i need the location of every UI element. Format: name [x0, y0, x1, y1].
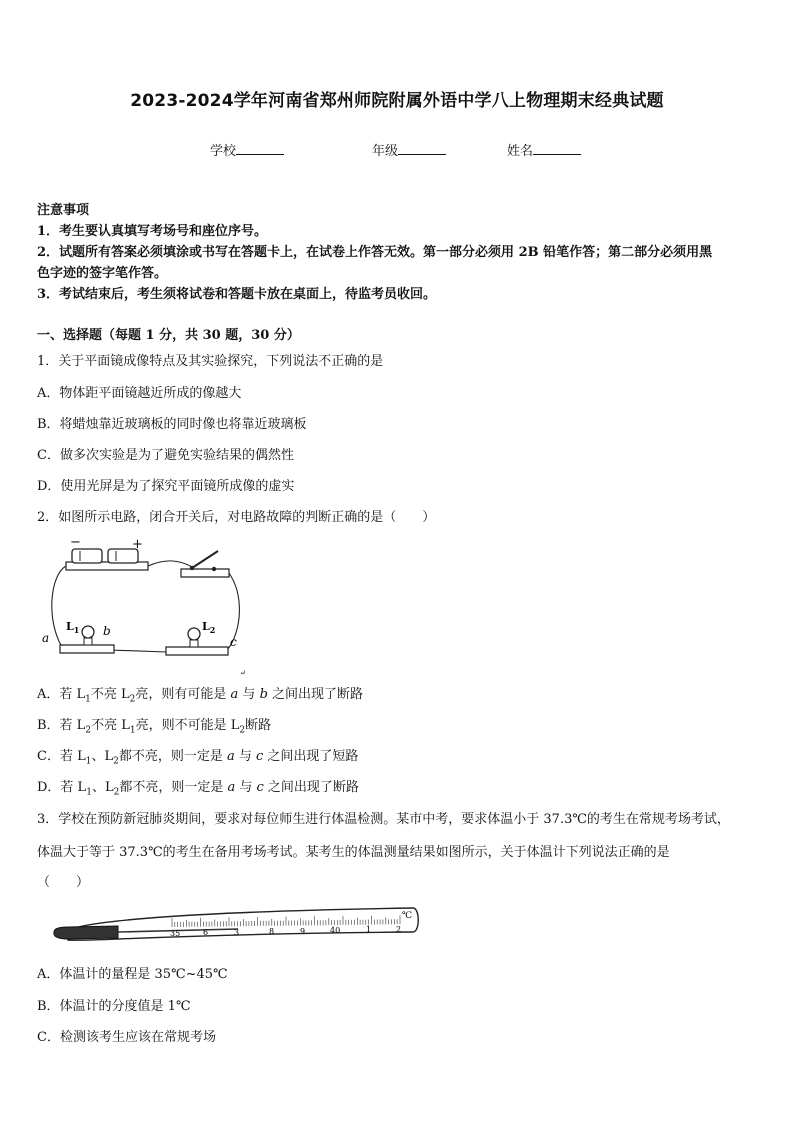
name-field[interactable]	[507, 140, 581, 159]
scale-label: 1	[366, 925, 372, 934]
grade-label: 年级	[372, 144, 399, 159]
question-stem: 1．关于平面镜成像特点及其实验探究，下列说法不正确的是	[37, 354, 384, 369]
wire	[52, 566, 66, 647]
school-blank[interactable]	[236, 142, 284, 155]
answer-option[interactable]: A．物体距平面镜越近所成的像越大	[37, 386, 242, 401]
wire	[110, 650, 166, 652]
switch-lever	[192, 551, 218, 568]
note-item: 色字迹的签字笔作答。	[37, 266, 168, 281]
answer-option[interactable]: D．使用光屏是为了探究平面镜所成像的虚实	[37, 479, 295, 494]
scale-label: 3	[234, 928, 240, 937]
lamp-1-bulb	[82, 626, 94, 638]
wire	[148, 561, 192, 567]
grade-field[interactable]	[372, 140, 446, 159]
name-blank[interactable]	[533, 142, 581, 155]
answer-option[interactable]: C．做多次实验是为了避免实验结果的偶然性	[37, 448, 294, 463]
scale-label: 9	[300, 927, 306, 936]
answer-option[interactable]: A．体温计的量程是 35℃~45℃	[37, 967, 228, 982]
switch-base	[181, 569, 229, 577]
answer-option[interactable]: D．若 $L_1$、$L_2$都不亮，则一定是 a 与 c 之间出现了断路	[37, 780, 359, 798]
question-stem: 2．如图所示电路，闭合开关后，对电路故障的判断正确的是（ ）	[37, 510, 436, 525]
scale-label: 2	[396, 925, 402, 934]
answer-option[interactable]: B．若 $L_2$不亮 $L_1$亮，则不可能是 $L_2$断路	[37, 718, 272, 736]
note-item: 1．考生要认真填写考场号和座位序号。	[37, 224, 268, 239]
scale-label: 40	[330, 926, 341, 935]
note-item: 3．考试结束后，考生须将试卷和答题卡放在桌面上，待监考员收回。	[37, 287, 437, 302]
battery-cell-1	[72, 549, 102, 563]
battery-plus-label: +	[132, 537, 143, 552]
answer-option[interactable]: C．若 $L_1$、$L_2$都不亮，则一定是 a 与 c 之间出现了短路	[37, 749, 359, 767]
school-label: 学校	[210, 144, 237, 159]
lamp-2-base	[166, 647, 228, 655]
answer-option[interactable]: B．将蜡烛靠近玻璃板的同时像也将靠近玻璃板	[37, 417, 307, 432]
point-c-label: c	[230, 635, 237, 649]
section-heading: 一、选择题（每题 1 分，共 30 题，30 分）	[37, 328, 300, 343]
answer-option[interactable]: A．若 $L_1$不亮 $L_2$亮，则有可能是 a 与 b 之间出现了断路	[37, 687, 364, 705]
lamp-1-label: $L_1$	[66, 620, 80, 635]
circuit-figure	[36, 535, 276, 675]
point-b-label: b	[103, 624, 111, 638]
switch-post	[212, 567, 216, 571]
answer-option[interactable]: B．体温计的分度值是 1℃	[37, 999, 191, 1014]
grade-blank[interactable]	[398, 142, 446, 155]
lamp-2-label: $L_2$	[202, 620, 216, 635]
thermometer-bulb	[54, 926, 118, 939]
scale-label: 6	[203, 928, 209, 937]
school-field[interactable]	[210, 140, 284, 159]
battery-minus-label: −	[70, 535, 81, 550]
question-stem: 体温大于等于 37.3℃的考生在备用考场考试。某考生的体温测量结果如图所示，关于体温计下列说法正确的是	[37, 845, 670, 860]
scale-label: 8	[269, 927, 275, 936]
scale-label: 35	[170, 929, 181, 938]
lamp-2-holder	[190, 640, 198, 647]
thermometer-figure	[48, 902, 420, 954]
lamp-1-holder	[84, 638, 92, 645]
paragraph-mark: ↵	[240, 669, 246, 675]
question-stem: （ ）	[37, 875, 90, 890]
notes-heading: 注意事项	[37, 203, 90, 218]
question-stem: 3．学校在预防新冠肺炎期间，要求对每位师生进行体温检测。某市中考，要求体温小于 37.3℃的考生在常规考场考试，	[37, 812, 730, 827]
scale-unit: ℃	[402, 911, 413, 921]
name-label: 姓名	[507, 144, 534, 159]
lamp-2-bulb	[188, 628, 200, 640]
lamp-1-base	[60, 645, 114, 653]
note-item: 2．试题所有答案必须填涂或书写在答题卡上，在试卷上作答无效。第一部分必须用 2B 铅笔作答；第二部分必须用黑	[37, 245, 713, 260]
page-title: 2023-2024学年河南省郑州师院附属外语中学八上物理期末经典试题	[130, 91, 664, 111]
answer-option[interactable]: C．检测该考生应该在常规考场	[37, 1030, 216, 1045]
point-a-label: a	[42, 631, 50, 645]
